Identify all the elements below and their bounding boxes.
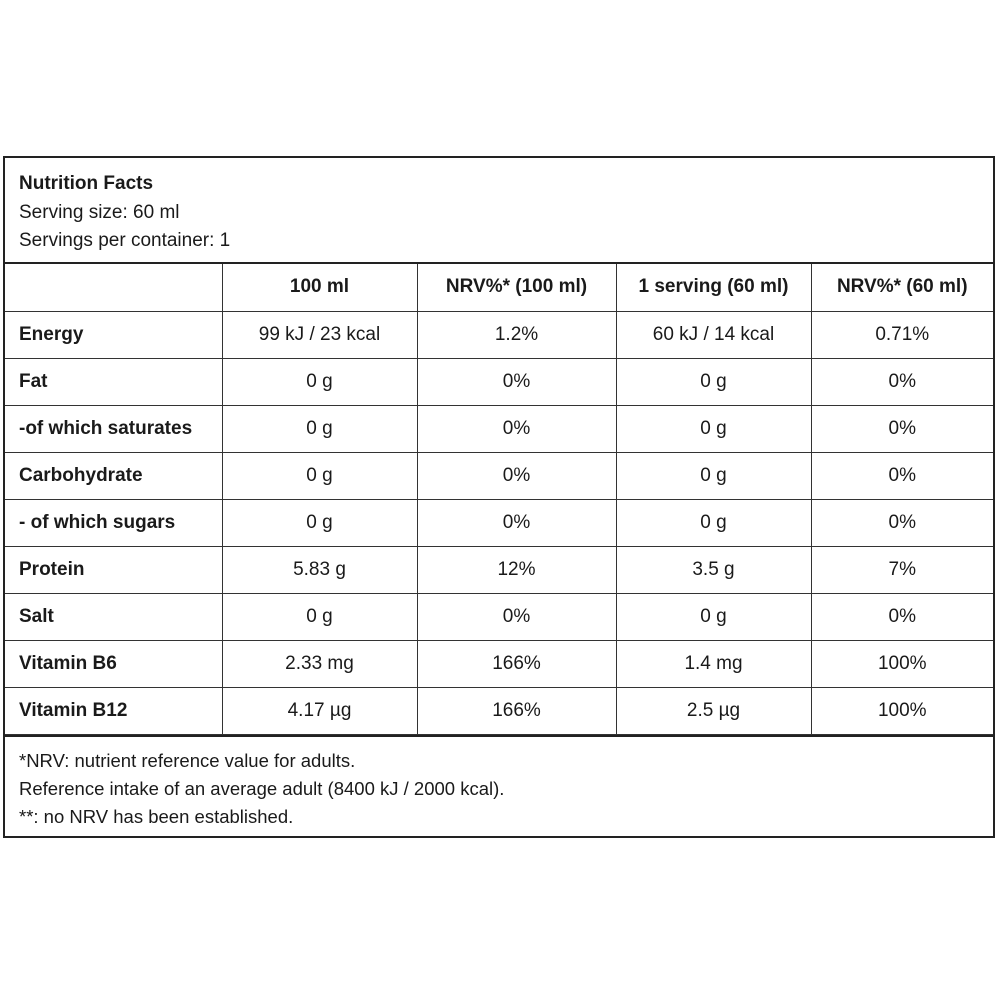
nrv-per-100ml: 12% [417,546,616,593]
value-per-serving: 0 g [616,358,811,405]
value-per-serving: 1.4 mg [616,640,811,687]
footnote-reference-intake: Reference intake of an average adult (8400 kJ / 2000 kcal). [19,777,505,799]
nrv-per-100ml: 1.2% [417,311,616,358]
table-row [5,640,993,687]
table-body [5,311,993,734]
value-per-100ml: 2.33 mg [222,640,417,687]
nutrition-label [3,156,995,838]
value-per-serving: 0 g [616,593,811,640]
nutrient-name: Carbohydrate [5,452,222,499]
serving-size: Serving size: 60 ml [19,201,180,223]
value-per-100ml: 0 g [222,593,417,640]
nrv-per-serving: 7% [811,546,993,593]
nutrient-name: -of which saturates [5,405,222,452]
nutrient-name: Fat [5,358,222,405]
table-row [5,499,993,546]
column-header-nrv-100ml: NRV%* (100 ml) [417,264,616,311]
column-header-nutrient [5,264,222,311]
table-row [5,405,993,452]
column-header-per-100ml: 100 ml [222,264,417,311]
value-per-100ml: 4.17 µg [222,687,417,734]
nrv-per-serving: 0.71% [811,311,993,358]
nrv-per-serving: 0% [811,499,993,546]
nutrient-name: Vitamin B6 [5,640,222,687]
column-header-per-serving: 1 serving (60 ml) [616,264,811,311]
label-title: Nutrition Facts [19,173,154,194]
nrv-per-serving: 100% [811,687,993,734]
nrv-per-100ml: 0% [417,499,616,546]
nrv-per-serving: 0% [811,358,993,405]
nutrition-table [5,264,993,735]
value-per-serving: 0 g [616,499,811,546]
servings-per-container: Servings per container: 1 [19,230,231,251]
value-per-serving: 0 g [616,452,811,499]
value-per-100ml: 0 g [222,358,417,405]
nrv-per-100ml: 0% [417,358,616,405]
table-row [5,687,993,734]
footnotes [5,735,993,831]
table-header-row [5,264,993,311]
value-per-100ml: 0 g [222,499,417,546]
table-row [5,358,993,405]
nrv-per-100ml: 0% [417,593,616,640]
value-per-serving: 0 g [616,405,811,452]
nrv-per-serving: 100% [811,640,993,687]
nrv-per-serving: 0% [811,452,993,499]
value-per-100ml: 5.83 g [222,546,417,593]
nrv-per-serving: 0% [811,405,993,452]
value-per-serving: 2.5 µg [616,687,811,734]
value-per-100ml: 99 kJ / 23 kcal [222,311,417,358]
nrv-per-100ml: 0% [417,452,616,499]
nrv-per-100ml: 166% [417,640,616,687]
footnote-nrv: *NRV: nutrient reference value for adults. [19,749,356,771]
nutrient-name: Vitamin B12 [5,687,222,734]
nutrient-name: Energy [5,311,222,358]
nutrient-name: Salt [5,593,222,640]
footnote-no-nrv: **: no NRV has been established. [19,805,294,827]
table-row [5,311,993,358]
nrv-per-100ml: 166% [417,687,616,734]
value-per-serving: 3.5 g [616,546,811,593]
column-header-nrv-serving: NRV%* (60 ml) [811,264,993,311]
table-row [5,546,993,593]
nrv-per-100ml: 0% [417,405,616,452]
nrv-per-serving: 0% [811,593,993,640]
value-per-serving: 60 kJ / 14 kcal [616,311,811,358]
table-row [5,452,993,499]
value-per-100ml: 0 g [222,452,417,499]
nutrient-name: - of which sugars [5,499,222,546]
table-row [5,593,993,640]
value-per-100ml: 0 g [222,405,417,452]
nutrient-name: Protein [5,546,222,593]
label-header [5,158,993,264]
